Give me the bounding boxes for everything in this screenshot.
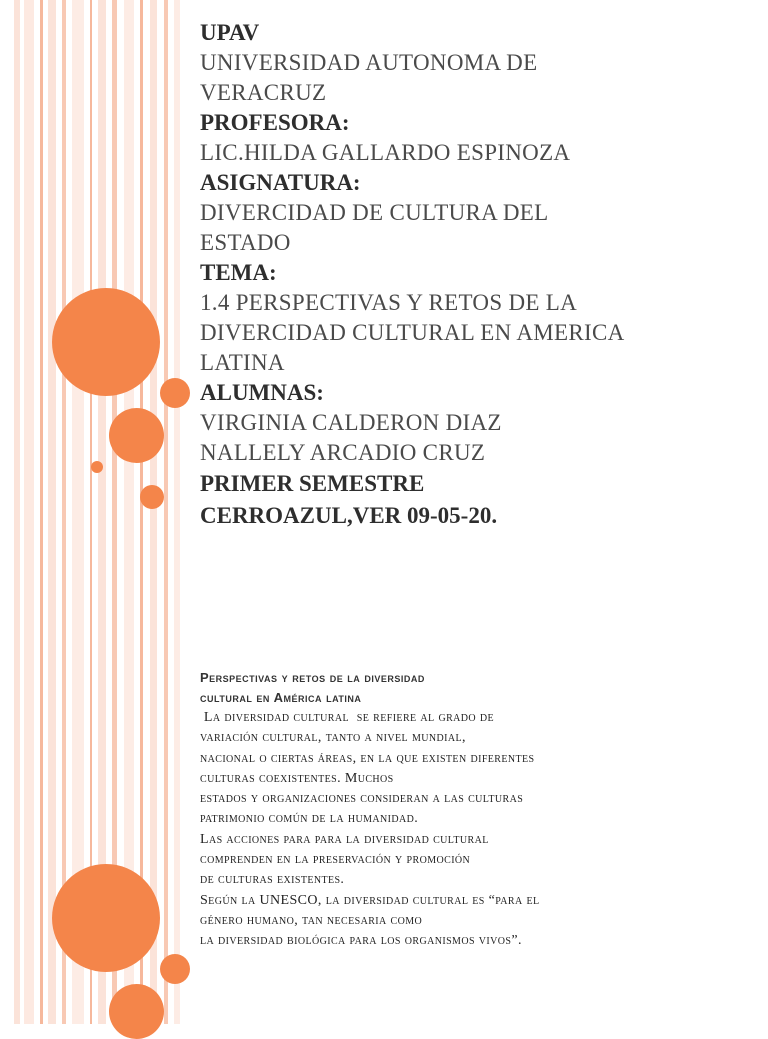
paragraph-line: culturas coexistentes. Muchos xyxy=(200,770,394,786)
cover-line: VIRGINIA CALDERON DIAZ xyxy=(200,410,502,435)
cover-line: 1.4 PERSPECTIVAS Y RETOS DE LA xyxy=(200,290,578,315)
cover-line: VERACRUZ xyxy=(200,80,327,105)
cover-line: DIVERCIDAD DE CULTURA DEL xyxy=(200,200,549,225)
cover-line: UNIVERSIDAD AUTONOMA DE xyxy=(200,50,538,75)
paragraph-line: género humano, tan necesaria como xyxy=(200,912,423,928)
paragraph-line: La diversidad cultural se refiere al grado de xyxy=(200,710,495,725)
paragraph-line: Según la UNESCO, la diversidad cultural es “para el xyxy=(200,892,540,908)
cover-line: CERROAZUL,VER 09-05-20. xyxy=(200,503,498,528)
paragraph-line: comprenden en la preservación y promoción xyxy=(200,852,471,868)
cover-line: PRIMER SEMESTRE xyxy=(200,471,425,496)
cover-content xyxy=(200,18,760,532)
paragraph-line: la diversidad biológica para los organismos vivos”. xyxy=(200,933,522,949)
cover-line: LIC.HILDA GALLARDO ESPINOZA xyxy=(200,140,571,165)
slide-title-line: cultural en América latina xyxy=(200,690,362,705)
paragraph-line: nacional o ciertas áreas, en la que existen diferentes xyxy=(200,750,535,766)
cover-line: ASIGNATURA: xyxy=(200,170,361,195)
paragraph-line: patrimonio común de la humanidad. xyxy=(200,811,419,827)
paragraph-line: variación cultural, tanto a nivel mundial, xyxy=(200,730,466,746)
cover-line: TEMA: xyxy=(200,260,277,285)
paragraph-line: Las acciones para para la diversidad cultural xyxy=(200,831,489,847)
cover-line: UPAV xyxy=(200,20,260,45)
cover-line: ALUMNAS: xyxy=(200,380,324,405)
paragraph-line: estados y organizaciones consideran a las culturas xyxy=(200,791,524,807)
slide-title-line: Perspectivas y retos de la diversidad xyxy=(200,670,425,685)
cover-line: NALLELY ARCADIO CRUZ xyxy=(200,440,486,465)
cover-line: PROFESORA: xyxy=(200,110,350,135)
cover-line: LATINA xyxy=(200,350,285,375)
cover-line: DIVERCIDAD CULTURAL EN AMERICA xyxy=(200,320,625,345)
cover-line: ESTADO xyxy=(200,230,291,255)
paragraph-line: de culturas existentes. xyxy=(200,872,345,888)
content-slide xyxy=(0,640,768,1024)
content-body xyxy=(200,668,760,952)
